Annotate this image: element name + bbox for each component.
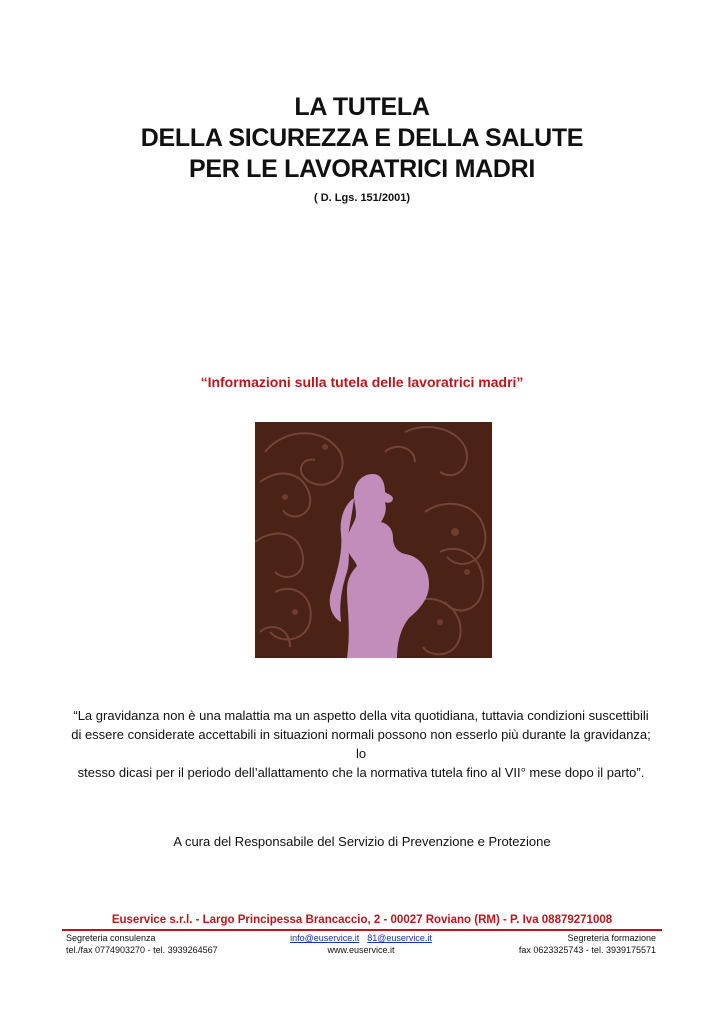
email-link-81[interactable]: 81@euservice.it xyxy=(367,933,432,943)
curator-credit: A cura del Responsabile del Servizio di Prevenzione e Protezione xyxy=(173,834,551,849)
quote-line-1: “La gravidanza non è una malattia ma un aspetto della vita quotidiana, tuttavia condizioni suscettibili xyxy=(73,708,649,723)
footer-divider xyxy=(62,929,662,931)
footer xyxy=(66,932,656,956)
footer-row-2 xyxy=(66,944,656,956)
quote-paragraph xyxy=(66,706,656,782)
consulting-secretariat-title: Segreteria consulenza xyxy=(66,933,156,943)
email-links xyxy=(266,932,456,944)
footer-row-1 xyxy=(66,932,656,944)
pregnant-woman-silhouette-icon xyxy=(255,422,492,658)
title-line-1: LA TUTELA xyxy=(294,93,430,121)
company-info: Euservice s.r.l. - Largo Principessa Brancaccio, 2 - 00027 Roviano (RM) - P. Iva 08879271008 xyxy=(111,914,613,926)
website-text: www.euservice.it xyxy=(327,945,395,955)
consulting-contact: tel./fax 0774903270 - tel. 3939264567 xyxy=(66,945,218,955)
title-line-3: PER LE LAVORATRICI MADRI xyxy=(188,155,536,183)
document-title xyxy=(0,92,724,185)
training-contact: fax 0623325743 - tel. 3939175571 xyxy=(518,945,656,955)
quote-line-3: stesso dicasi per il periodo dell’allattamento che la normativa tutela fino al VII° mese dopo il parto”. xyxy=(77,765,645,780)
email-link-info[interactable]: info@euservice.it xyxy=(290,933,360,943)
law-reference: ( D. Lgs. 151/2001) xyxy=(314,192,410,204)
pregnant-woman-illustration xyxy=(255,422,492,658)
title-line-2: DELLA SICUREZZA E DELLA SALUTE xyxy=(140,124,584,152)
quote-line-2: di essere considerate accettabili in situazioni normali possono non esserlo più durante la gravidanza; lo xyxy=(71,727,651,761)
info-heading: “Informazioni sulla tutela delle lavoratrici madri” xyxy=(200,374,524,390)
training-secretariat-title: Segreteria formazione xyxy=(567,933,656,943)
